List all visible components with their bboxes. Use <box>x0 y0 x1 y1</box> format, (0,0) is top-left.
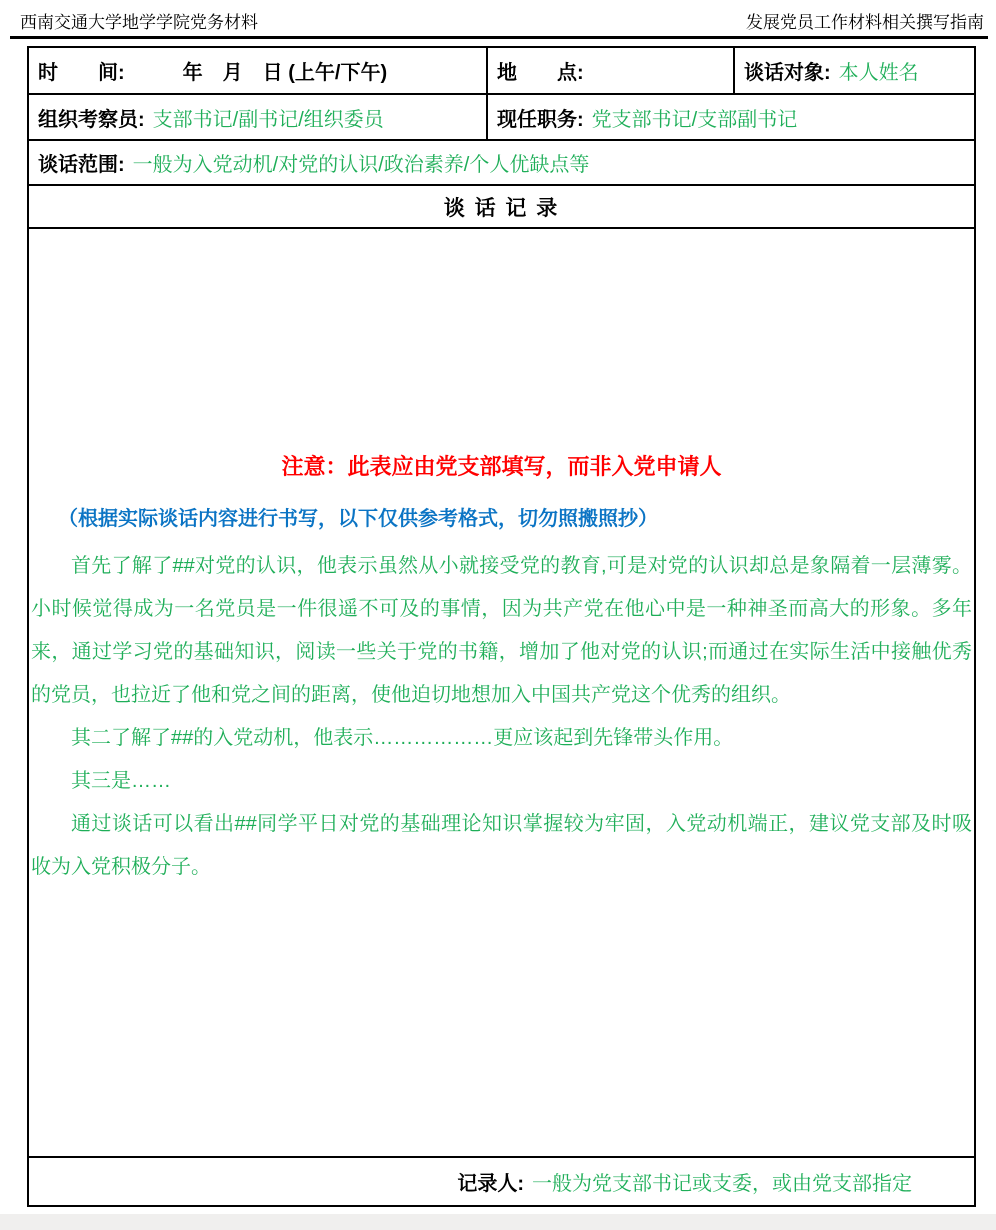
red-note: 注意：此表应由党支部填写，而非入党申请人 <box>281 454 722 479</box>
place-label: 地 点: <box>497 62 584 84</box>
header-right-text: 发展党员工作材料相关撰写指南 <box>746 13 984 32</box>
scope-cell <box>29 141 974 184</box>
page-bottom-edge <box>0 1214 996 1230</box>
record-paragraphs <box>31 545 972 889</box>
recorder-label: 记录人: <box>457 1173 524 1195</box>
scope-row <box>29 141 974 186</box>
header-left-text: 西南交通大学地学学院党务材料 <box>20 13 258 32</box>
time-row <box>29 48 974 95</box>
inspector-value: 支部书记/副书记/组织委员 <box>152 108 384 131</box>
scope-value: 一般为入党动机/对党的认识/政治素养/个人优缺点等 <box>132 154 590 176</box>
interview-form-table <box>27 46 976 1207</box>
subject-label: 谈话对象: <box>744 62 831 84</box>
position-label: 现任职务: <box>497 108 584 131</box>
scope-label: 谈话范围: <box>38 154 125 176</box>
time-value: 年 月 日 (上午/下午) <box>182 62 388 84</box>
recorder-row <box>29 1158 974 1205</box>
inspector-cell <box>29 95 488 139</box>
page-header <box>20 8 984 33</box>
header-rule <box>10 36 988 39</box>
position-cell <box>488 95 974 139</box>
blue-note: （根据实际谈话内容进行书写，以下仅供参考格式，切勿照搬照抄） <box>58 508 658 530</box>
time-cell <box>29 48 488 93</box>
record-title: 谈 话 记 录 <box>443 196 560 220</box>
record-title-row <box>29 186 974 229</box>
subject-cell <box>735 48 974 93</box>
record-content <box>29 229 974 1158</box>
time-label: 时 间: <box>38 62 125 84</box>
inspector-label: 组织考察员: <box>38 108 145 131</box>
record-paragraph: 其三是…… <box>71 770 171 792</box>
position-value: 党支部书记/支部副书记 <box>591 108 798 131</box>
subject-value: 本人姓名 <box>838 62 919 84</box>
place-cell <box>488 48 735 93</box>
record-paragraph: 首先了解了##对党的认识，他表示虽然从小就接受党的教育,可是对党的认识却总是象隔着一层薄雾。小时候觉得成为一名党员是一件很遥不可及的事情，因为共产党在他心中是一种神圣而高大的形象。多年来，通过学习党的基础知识，阅读一些关于党的书籍，增加了他对党的认识;而通过在实际生活中接触优秀的党员，也拉近了他和党之间的距离，使他迫切地想加入中国共产党这个优秀的组织。 <box>31 555 972 706</box>
record-paragraph: 通过谈话可以看出##同学平日对党的基础理论知识掌握较为牢固，入党动机端正，建议党支部及时吸收为入党积极分子。 <box>31 813 972 878</box>
record-paragraph: 其二了解了##的入党动机，他表示………………更应该起到先锋带头作用。 <box>71 727 734 749</box>
recorder-value: 一般为党支部书记或支委，或由党支部指定 <box>532 1173 912 1195</box>
inspector-row <box>29 95 974 141</box>
